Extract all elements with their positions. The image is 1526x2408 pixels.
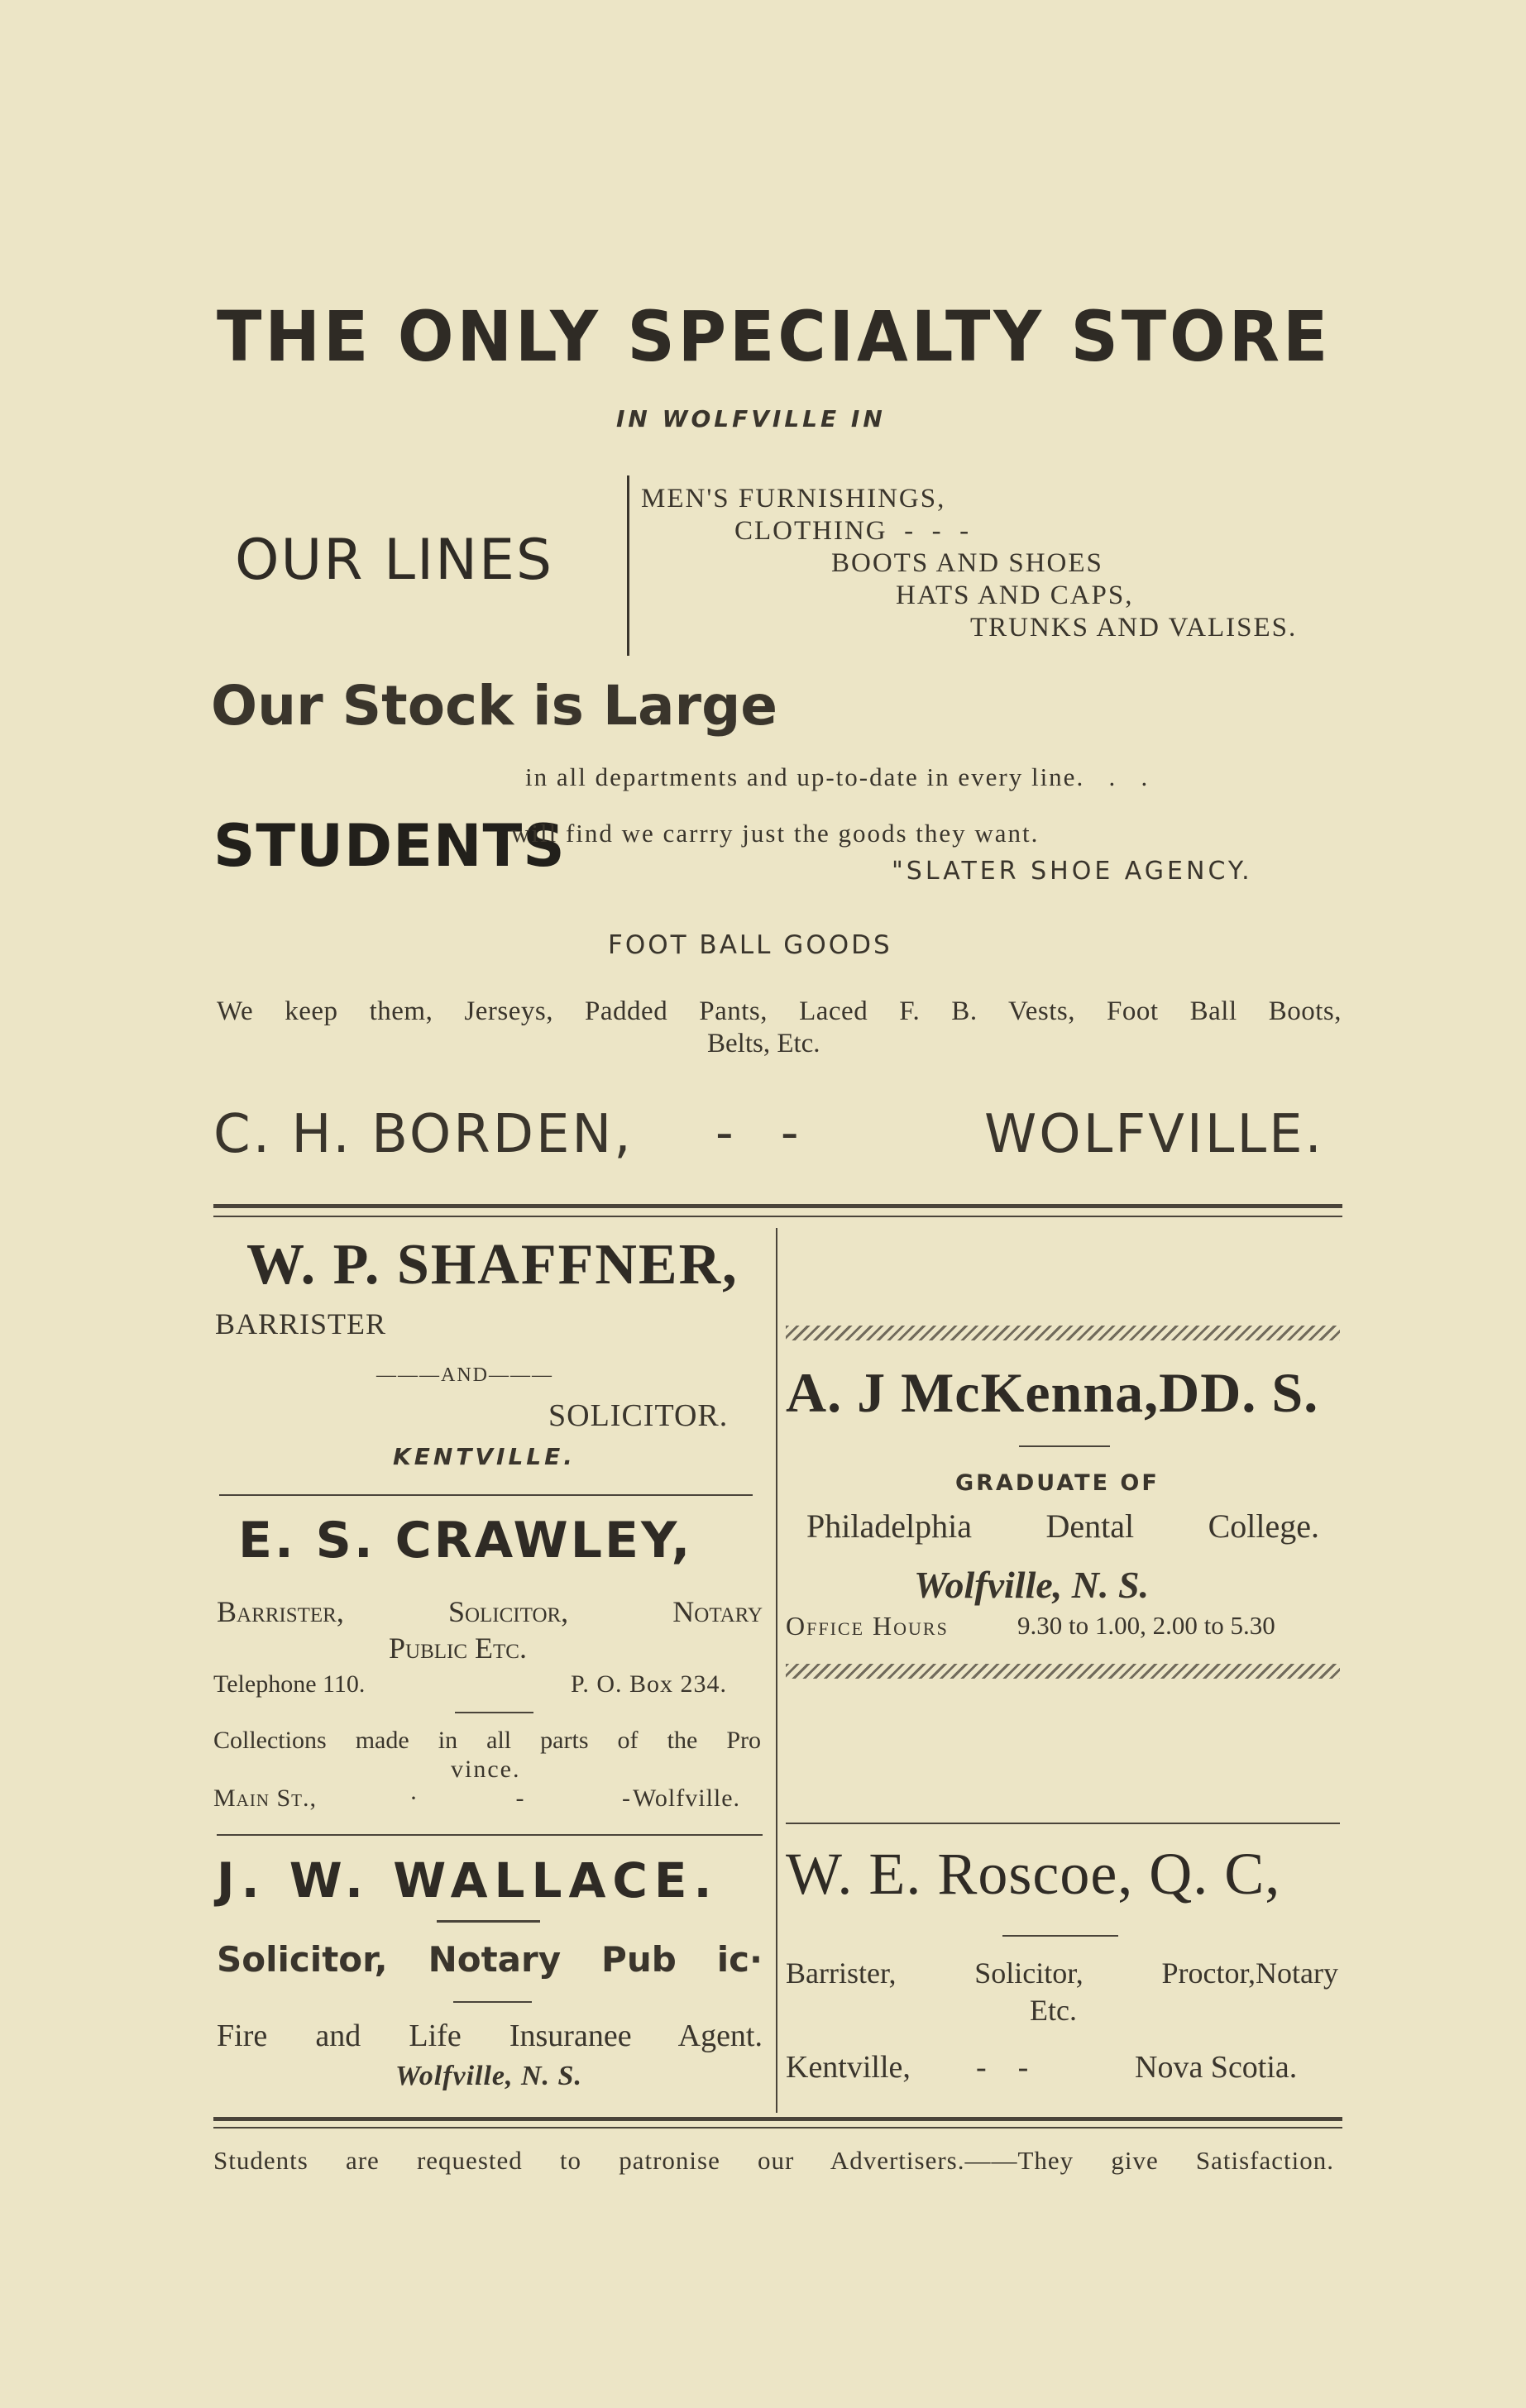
crawley-main-st: Main St.,: [213, 1784, 318, 1812]
left-rule-1: [219, 1494, 753, 1496]
mckenna-name: A. J McKenna,DD. S.: [786, 1361, 1319, 1424]
crawley-town: Wolfville.: [633, 1784, 741, 1812]
line-boots-shoes: BOOTS AND SHOES: [831, 548, 1103, 578]
right-rule: [786, 1823, 1340, 1824]
slater-agency: "SLATER SHOE AGENCY.: [892, 857, 1253, 886]
roscoe-line2: Etc.: [1030, 1994, 1077, 2027]
wallace-agent: Fire and Life Insuranee Agent.: [217, 2019, 763, 2053]
line-clothing: CLOTHING - - -: [734, 516, 971, 546]
stock-heading: Our Stock is Large: [211, 674, 778, 738]
mckenna-office-hours: 9.30 to 1.00, 2.00 to 5.30: [1017, 1611, 1275, 1640]
wallace-place: Wolfville, N. S.: [395, 2061, 582, 2091]
top-rule-thick: [213, 1204, 1342, 1208]
our-lines-label: OUR LINES: [235, 528, 554, 593]
bottom-rule-thick: [213, 2117, 1342, 2121]
crawley-collections-2: vince.: [451, 1756, 521, 1783]
mckenna-ornament-top: [786, 1326, 1340, 1340]
proprietor-town: WOLFVILLE.: [984, 1104, 1324, 1165]
bottom-rule-thin: [213, 2127, 1342, 2128]
lines-brace: [627, 475, 629, 656]
mckenna-graduate: GRADUATE OF: [955, 1470, 1160, 1496]
crawley-name: E. S. CRAWLEY,: [238, 1512, 693, 1570]
left-rule-2: [217, 1834, 763, 1836]
shaffner-barrister: BARRISTER: [215, 1307, 387, 1340]
students-heading: STUDENTS: [213, 812, 566, 880]
roscoe-name: W. E. Roscoe, Q. C,: [786, 1841, 1281, 1907]
proprietor-dashes: - -: [715, 1104, 799, 1162]
crawley-pobox: P. O. Box 234.: [571, 1670, 728, 1698]
shaffner-name: W. P. SHAFFNER,: [246, 1233, 739, 1297]
crawley-line2: Public Etc.: [389, 1632, 527, 1665]
wallace-short-rule: [453, 2001, 532, 2003]
wallace-name: J. W. WALLACE.: [217, 1852, 719, 1909]
shaffner-solicitor: SOLICITOR.: [548, 1398, 729, 1433]
stock-text: in all departments and up-to-date in every line. . .: [525, 762, 1150, 791]
top-rule-thin: [213, 1216, 1342, 1217]
football-heading: FOOT BALL GOODS: [608, 930, 892, 960]
roscoe-place: Kentville,: [786, 2050, 911, 2085]
football-text-2: Belts, Etc.: [707, 1029, 820, 1058]
crawley-short-rule: [455, 1712, 533, 1713]
line-hats-caps: HATS AND CAPS,: [896, 580, 1134, 610]
mckenna-place: Wolfville, N. S.: [914, 1564, 1150, 1606]
footer-text: Students are requested to patronise our Advertisers.——They give Satisfaction.: [213, 2146, 1334, 2175]
roscoe-province: Nova Scotia.: [1135, 2050, 1298, 2085]
line-trunks-valises: TRUNKS AND VALISES.: [970, 613, 1298, 643]
football-text-1: We keep them, Jerseys, Padded Pants, Laced F. B. Vests, Foot Ball Boots,: [217, 996, 1342, 1026]
wallace-title: Solicitor, Notary Pub ic·: [217, 1939, 763, 1980]
column-divider: [776, 1228, 777, 2113]
roscoe-rule: [1002, 1935, 1118, 1937]
roscoe-dashes: - -: [976, 2050, 1029, 2085]
students-text: will find we carrry just the goods they want.: [511, 819, 1040, 848]
mckenna-college: Philadelphia Dental College.: [806, 1507, 1319, 1545]
mckenna-ornament-bottom: [786, 1664, 1340, 1679]
crawley-telephone: Telephone 110.: [213, 1670, 366, 1698]
crawley-dashes: · - -: [409, 1784, 650, 1812]
store-headline: THE ONLY SPECIALTY STORE: [217, 296, 1332, 377]
mckenna-rule: [1019, 1445, 1110, 1447]
shaffner-and: ———AND———: [376, 1364, 553, 1386]
crawley-line1: Barrister, Solicitor, Notary: [217, 1595, 763, 1628]
mckenna-office-label: Office Hours: [786, 1611, 949, 1641]
store-subhead: IN WOLFVILLE IN: [616, 405, 886, 432]
wallace-rule: [437, 1920, 540, 1923]
shaffner-place: KENTVILLE.: [393, 1443, 576, 1470]
proprietor-name: C. H. BORDEN,: [213, 1104, 634, 1165]
roscoe-line1: Barrister, Solicitor, Proctor,Notary: [786, 1956, 1338, 1990]
line-mens-furnishings: MEN'S FURNISHINGS,: [641, 484, 946, 514]
crawley-collections-1: Collections made in all parts of the Pro: [213, 1727, 761, 1754]
